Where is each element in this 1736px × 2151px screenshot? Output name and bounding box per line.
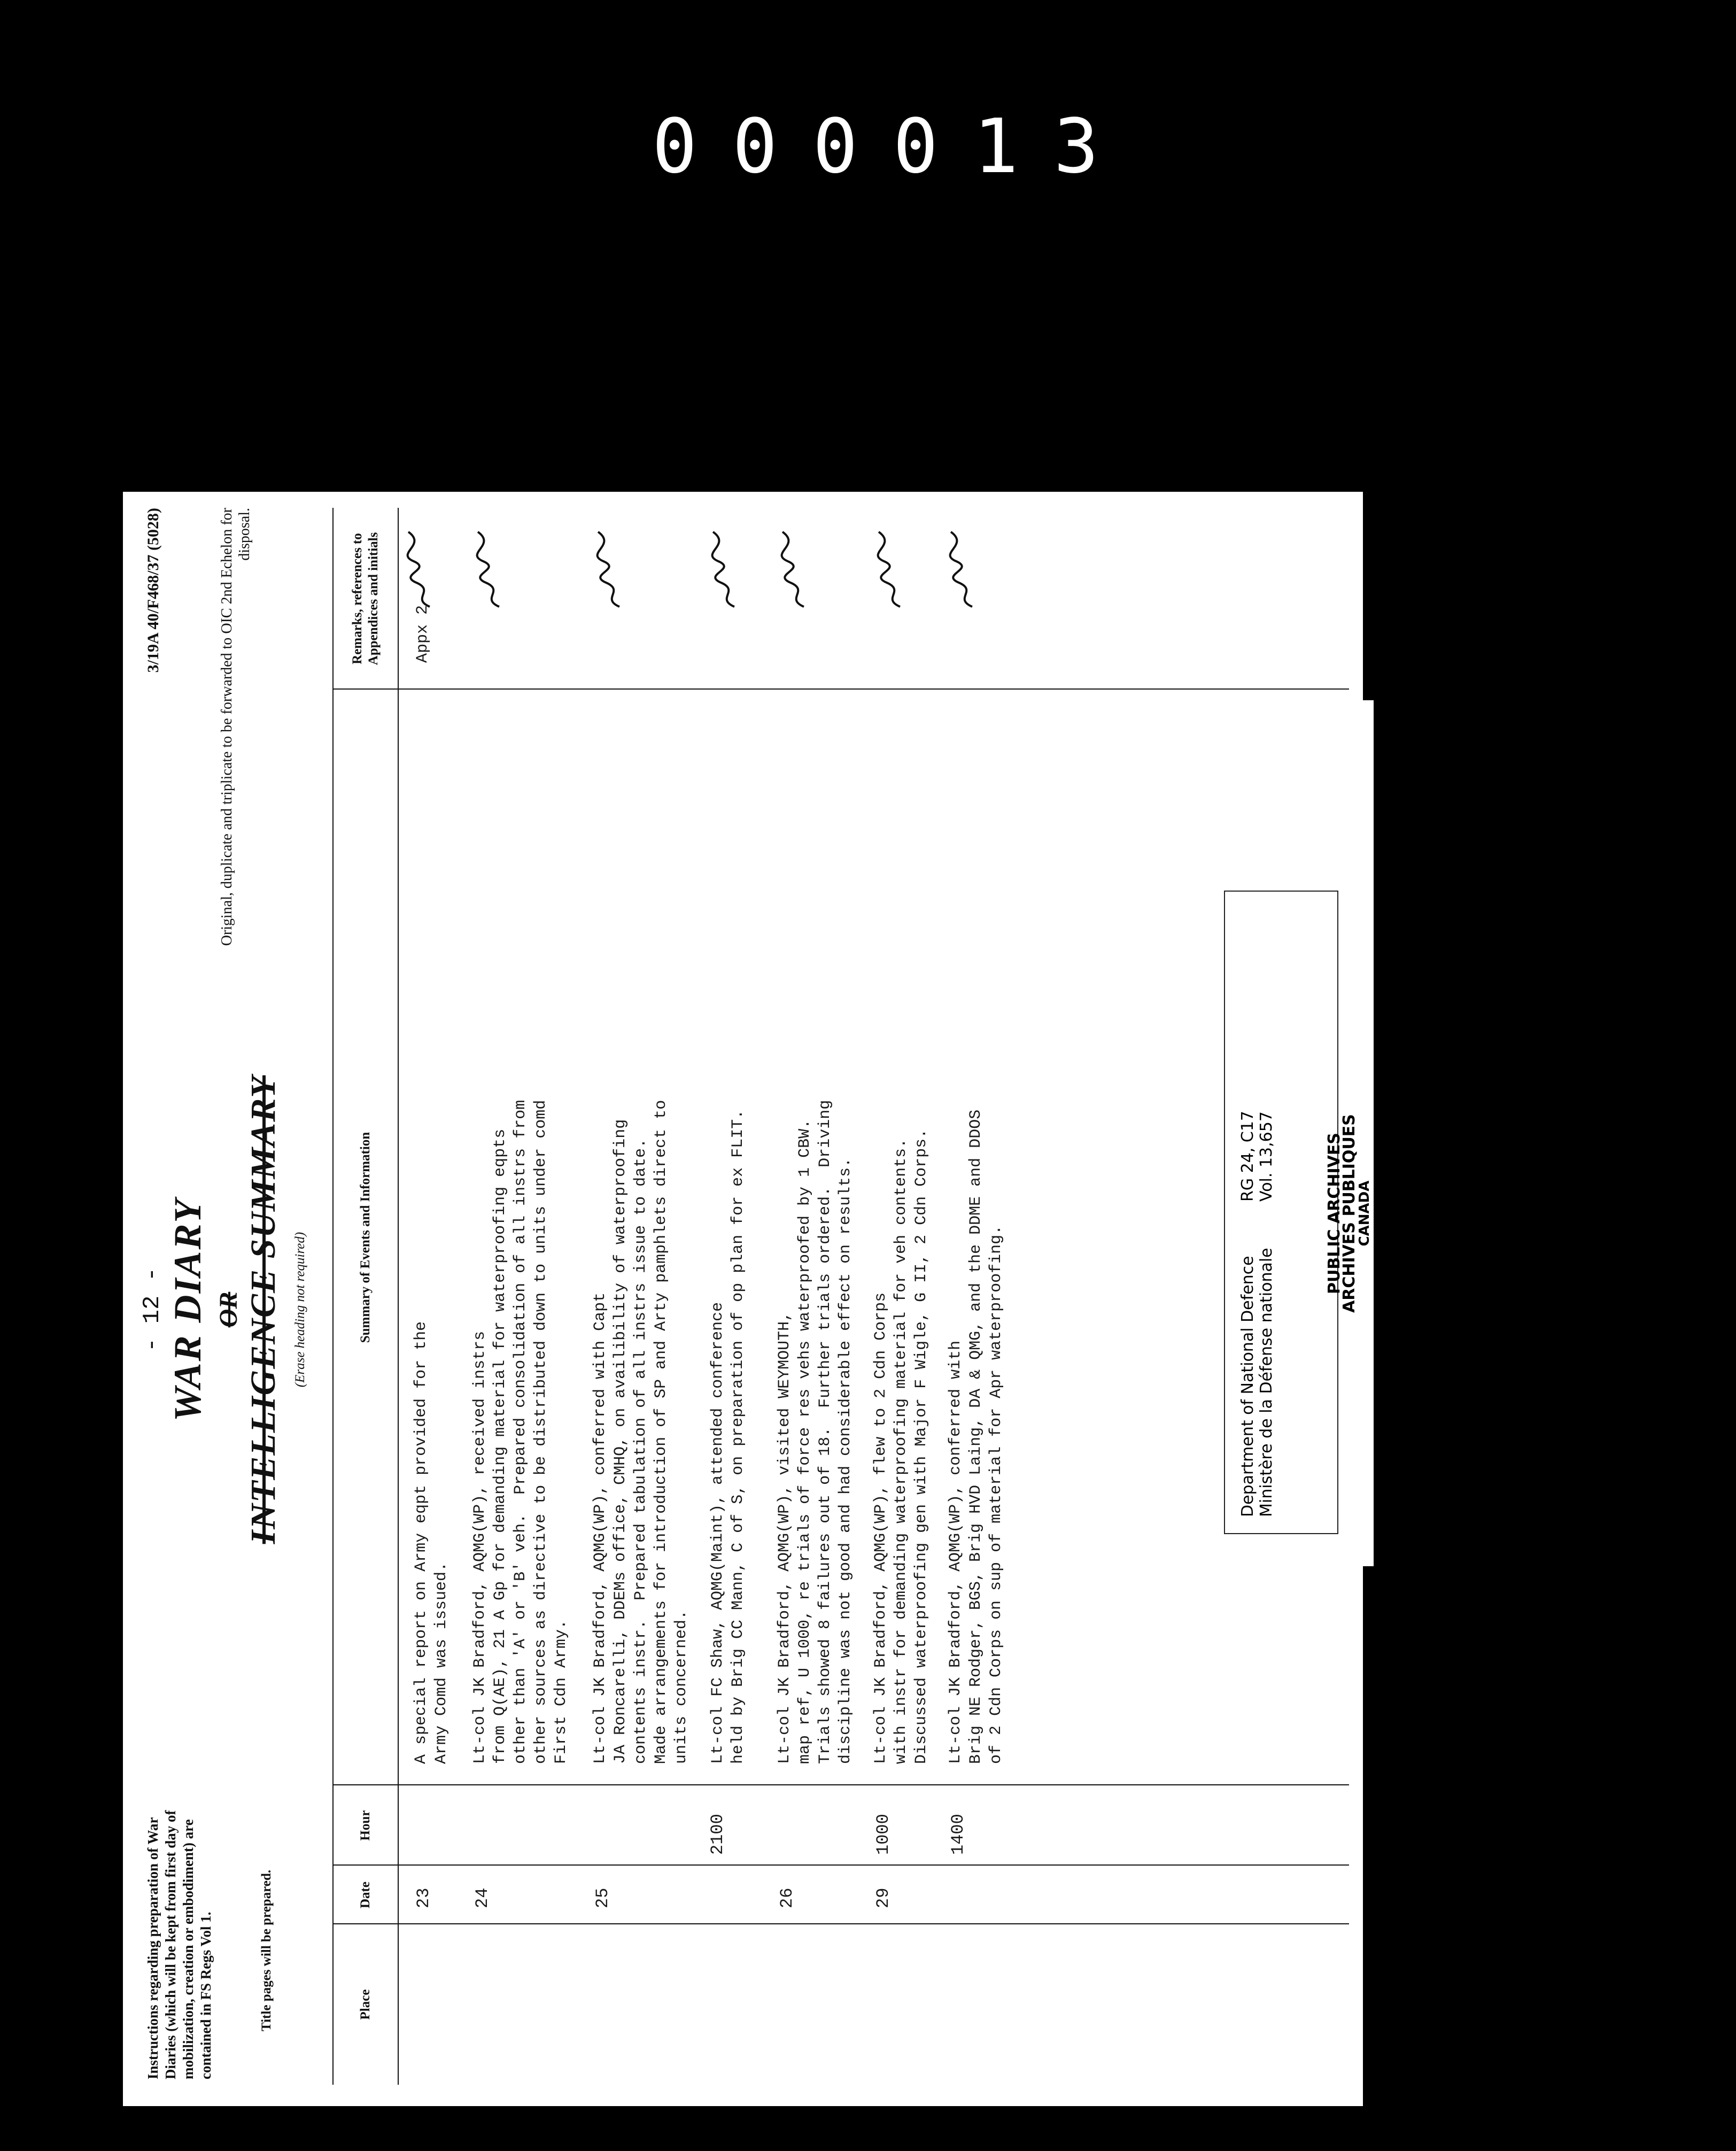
title-pages-note: Title pages will be prepared.	[259, 1869, 274, 2031]
archive-label-content	[1213, 700, 1374, 1566]
row-summary: A special report on Army eqpt provided for the Army Comd was issued.	[412, 1321, 451, 1764]
row-summary: Lt-col JK Bradford, AQMG(WP), conferred with Capt JA Roncarelli, DDEMs office, CMHQ, on availibility of waterproofing contents instr. Prepared tabulation of all instrs issue to date. Made arrangements for introduction of SP and Arty pamphlets direct to units concerned.	[591, 1100, 691, 1764]
header-hour: Hour	[358, 1810, 373, 1841]
row-date: 29	[873, 1887, 893, 1908]
archives-publiques-title: ARCHIVES PUBLIQUES	[1340, 1114, 1359, 1313]
row-date: 23	[414, 1887, 433, 1908]
row-summary: Lt-col JK Bradford, AQMG(WP), received instrs from Q(AE), 21 A Gp for demanding material for waterproofing eqpts other than 'A' or 'B' veh. Prepared consolidation of all instrs from other sources as directive to be distributed down to units under comd First Cdn Army.	[471, 1100, 570, 1764]
header-summary: Summary of Events and Information	[358, 1132, 373, 1343]
volume-number: Vol. 13,657	[1257, 1111, 1276, 1202]
record-group: RG 24, C17	[1238, 1111, 1257, 1202]
handwritten-initials	[876, 529, 908, 609]
handwritten-initials	[595, 529, 627, 609]
row-hour: 2100	[708, 1814, 727, 1855]
public-archives-title: PUBLIC ARCHIVES	[1325, 1133, 1344, 1294]
handwritten-initials	[475, 529, 507, 609]
header-rule	[398, 508, 399, 2085]
row-summary: Lt-col FC Shaw, AQMG(Maint), attended conference held by Brig CC Mann, C of S, on preparation of op plan for ex FLIT.	[709, 1109, 747, 1764]
department-french: Ministère de la Défense nationale	[1257, 1248, 1276, 1517]
archive-label-box	[1224, 891, 1338, 1534]
handwritten-initials	[406, 529, 438, 609]
public-archives-label	[1213, 700, 1374, 1566]
row-date: 26	[777, 1887, 797, 1908]
handwritten-initials	[710, 529, 742, 609]
forwarding-note: Original, duplicate and triplicate to be forwarded to OIC 2nd Echelon for disposal.	[219, 508, 253, 946]
country-title: CANADA	[1357, 1180, 1373, 1247]
diary-table	[332, 508, 1349, 2085]
row-summary: Lt-col JK Bradford, AQMG(WP), flew to 2 Cdn Corps with instr for demanding waterproofing material for veh contents. Discussed waterproofing gen with Major F Wigle, G II, 2 Cdn Corps.	[872, 1128, 931, 1764]
war-diary-sheet	[123, 492, 1363, 2106]
intelligence-summary-title: INTELLIGENCE SUMMARY	[244, 1075, 283, 1544]
row-hour: 1400	[948, 1814, 968, 1855]
column-divider	[334, 1923, 1349, 1924]
handwritten-initials	[780, 529, 812, 609]
form-number: 3/19A 40/F468/37 (5028)	[144, 508, 162, 673]
row-date: 25	[593, 1887, 613, 1908]
column-divider	[334, 1784, 1349, 1785]
war-diary-page	[123, 492, 1363, 2106]
war-diary-title: WAR DIARY	[166, 1197, 209, 1422]
handwritten-initials	[948, 529, 980, 609]
or-text: OR	[214, 1291, 243, 1328]
header-place: Place	[358, 1989, 373, 2020]
row-date: 24	[472, 1887, 492, 1908]
row-summary: Lt-col JK Bradford, AQMG(WP), conferred with Brig NE Rodger, BGS, Brig HVD Laing, DA & QMG, and the DDME and DDOS of 2 Cdn Corps on sup of material for Apr waterproofing.	[947, 1109, 1005, 1764]
row-hour: 1000	[873, 1814, 893, 1855]
row-summary: Lt-col JK Bradford, AQMG(WP), visited WEYMOUTH, map ref, U 1000, re trials of force res vehs waterproofed by 1 CBW. Trials showed 8 failures out of 18. Further trials ordered. Driving discipline was not good and had considerable effect on results.	[776, 1100, 855, 1764]
instructions-note: Instructions regarding preparation of War Diaries (which will be kept from first day of mobilization, creation or embodiment) are contained in FS Regs Vol 1.	[145, 1810, 214, 2079]
header-date: Date	[358, 1882, 373, 1908]
column-divider	[334, 688, 1349, 690]
department-english: Department of National Defence	[1238, 1256, 1257, 1517]
column-divider	[334, 1864, 1349, 1866]
erase-heading-note: (Erase heading not required)	[293, 1232, 307, 1388]
frame-number: 000013	[652, 103, 1134, 190]
page-number: - 12 -	[139, 1267, 166, 1352]
header-remarks: Remarks, references to Appendices and initials	[350, 532, 381, 666]
row-remarks: Appx 2	[414, 605, 432, 663]
